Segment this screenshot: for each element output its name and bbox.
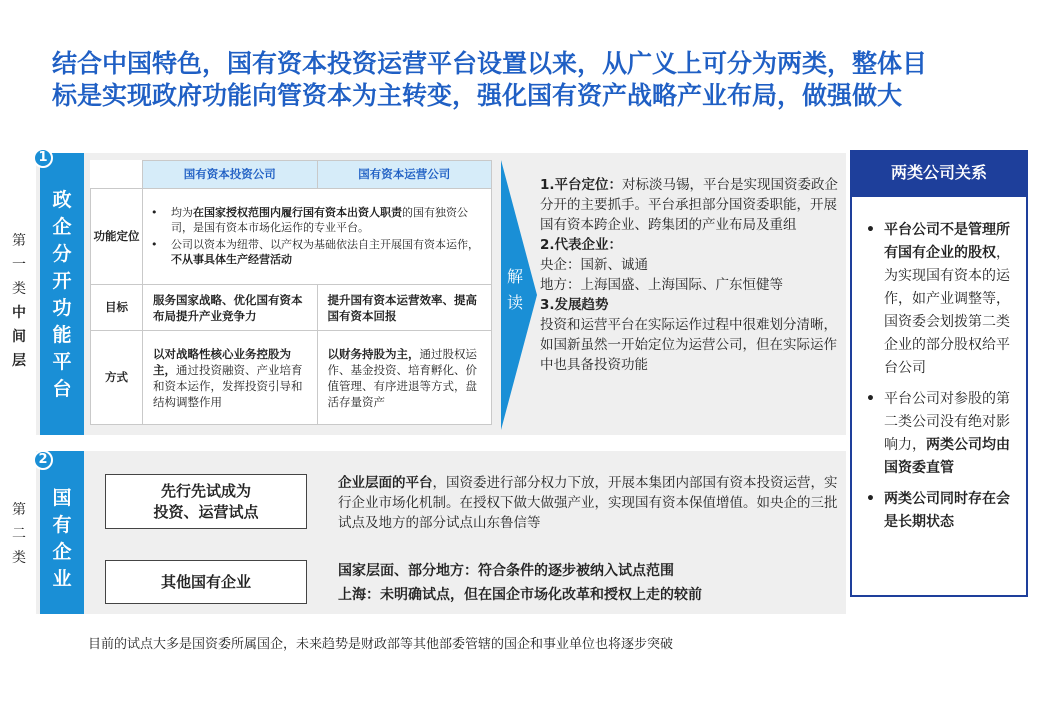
goal-investment: 服务国家战略、优化国有资本布局提升产业竞争力 — [143, 285, 318, 331]
pilot-desc-text: ，国资委进行部分权力下放，开展本集团内部国有资本投资运营，实行企业市场化机制。在授权下做大做强产业，实现国有资本保值增值。如央企的三批试点及地方的部分试点山东鲁信等 — [338, 475, 838, 531]
table-corner — [91, 161, 143, 189]
footnote: 目前的试点大多是国资委所属国企，未来趋势是财政部等其他部委管辖的国企和事业单位也将逐步突破 — [88, 637, 674, 652]
strip-char: 台 — [52, 378, 72, 400]
relationship-heading: 两类公司关系 — [850, 150, 1028, 195]
method-investment — [143, 331, 318, 425]
section1-number-badge: 1 — [33, 148, 53, 168]
title-line-2: 标是实现政府功能向管资本为主转变，强化国有资产战略产业布局，做强做大 — [52, 81, 903, 110]
side-char: 第 — [12, 233, 26, 249]
bullet-dot: • — [866, 222, 875, 238]
method-operation — [317, 331, 492, 425]
rel-bold: 平台公司不是管理所有国有企业的股权 — [884, 222, 1010, 261]
bullet-text: 的国有独资公司，是国有资本市场化运作的专业平台。 — [171, 205, 468, 234]
pilot-description — [338, 473, 838, 533]
arrow-char: 解 — [506, 267, 523, 286]
method-bold: 以对战略性核心业务控股为主， — [153, 346, 291, 377]
table-header-row — [91, 161, 492, 189]
side-char: 间 — [12, 329, 26, 345]
interpretation-text — [540, 175, 842, 375]
strip-char: 企 — [52, 541, 72, 563]
bullet-dot: • — [866, 491, 875, 507]
rel-text: ，为实现国有资本的运作，如产业调整等，国资委会划拨第二类企业的部分股权给平台公司 — [884, 245, 1010, 376]
bullet-dot: • — [151, 237, 158, 251]
strip-char: 能 — [52, 324, 72, 346]
arrow-label — [503, 264, 527, 316]
rel-bold: 两类公司同时存在会是长期状态 — [884, 491, 1010, 530]
side-char: 类 — [12, 550, 26, 566]
strip-char: 功 — [52, 297, 72, 319]
interp-body: 对标淡马锡，平台是实现国资委政企分开的主要抓手。平台承担部分国资委职能，开展国有资本跨企业、跨集团的产业布局及重组 — [540, 177, 839, 233]
function-bullet — [151, 237, 483, 267]
strip-char: 企 — [52, 216, 72, 238]
interp-body: 投资和运营平台在实际运作过程中很难划分清晰，如国新虽然一开始定位为运营公司，但在实际运作中也具备投资功能 — [540, 317, 837, 373]
table-row-method — [91, 331, 492, 425]
other-soe-description — [338, 559, 838, 607]
bullet-bold: 在国家授权范围内履行国有资本出资人职责 — [193, 205, 402, 219]
side-char: 二 — [12, 526, 26, 542]
bullet-dot: • — [151, 205, 158, 219]
page-title — [52, 48, 1012, 112]
relationship-item — [866, 219, 1014, 380]
strip-char: 开 — [52, 270, 72, 292]
goal-operation: 提升国有资本运营效率、提高国有资本回报 — [317, 285, 492, 331]
interp-central: 央企：国新、诚通 — [540, 257, 648, 273]
arrow-char: 读 — [506, 293, 523, 312]
interp-point-1 — [540, 175, 842, 235]
bullet-dot: • — [866, 391, 875, 407]
relationship-item — [866, 388, 1014, 480]
method-bold: 以财务持股为主， — [327, 346, 420, 361]
table-header-investment: 国有资本投资公司 — [143, 161, 318, 189]
interp-heading: 2.代表企业： — [540, 237, 623, 253]
section1-side-label — [6, 229, 32, 373]
bullet-text: 公司以资本为纽带、以产权为基础依法自主开展国有资本运作， — [171, 237, 479, 251]
pilot-box — [105, 474, 307, 529]
side-char: 类 — [12, 281, 26, 297]
interp-local: 地方：上海国盛、上海国际、广东恒健等 — [540, 277, 783, 293]
bullet-bold: 不从事具体生产经营活动 — [171, 252, 292, 266]
strip-char: 政 — [52, 189, 72, 211]
pilot-box-line: 先行先试成为 — [160, 482, 251, 500]
interp-heading: 3.发展趋势 — [540, 297, 609, 313]
row-label-goal: 目标 — [91, 285, 143, 331]
strip-char: 国 — [52, 487, 72, 509]
pilot-box-line: 投资、运营试点 — [153, 503, 259, 521]
table-row-function — [91, 189, 492, 285]
other-soe-box: 其他国有企业 — [105, 560, 307, 604]
method-text: 通过投资融资、产业培育和资本运作，发挥投资引导和结构调整作用 — [153, 362, 303, 409]
rel-bold: 两类公司均由国资委直管 — [884, 437, 1010, 476]
method-text: 通过股权运作、基金投资、培育孵化、价值管理、有序进退等方式，盘活存量资产 — [327, 346, 477, 409]
side-char: 层 — [12, 353, 26, 369]
table-row-goal — [91, 285, 492, 331]
function-bullet — [151, 205, 483, 235]
title-line-1: 结合中国特色，国有资本投资运营平台设置以来，从广义上可分为两类，整体目 — [52, 49, 928, 78]
relationship-item — [866, 488, 1014, 534]
table-header-operation: 国有资本运营公司 — [317, 161, 492, 189]
side-char: 一 — [12, 257, 26, 273]
section2-number-badge: 2 — [33, 450, 53, 470]
strip-char: 有 — [52, 514, 72, 536]
other-soe-line: 上海：未明确试点，但在国企市场化改革和授权上走的较前 — [338, 587, 702, 603]
side-char: 中 — [12, 305, 26, 321]
section2-strip — [40, 451, 84, 614]
side-char: 第 — [12, 502, 26, 518]
row-label-function: 功能定位 — [91, 189, 143, 285]
section1-strip — [40, 153, 84, 435]
row-label-method: 方式 — [91, 331, 143, 425]
interp-heading: 1.平台定位： — [540, 177, 623, 193]
function-cell — [143, 189, 492, 285]
strip-char: 业 — [52, 568, 72, 590]
relationship-box — [850, 195, 1028, 597]
strip-char: 平 — [52, 351, 72, 373]
strip-char: 分 — [52, 243, 72, 265]
pilot-desc-bold: 企业层面的平台 — [338, 475, 433, 491]
bullet-text: 均为 — [171, 205, 193, 219]
section2-side-label — [6, 498, 32, 570]
rel-text: 平台公司对参股的第二类公司没有绝对影响力， — [884, 391, 1010, 453]
comparison-table — [90, 160, 492, 425]
other-soe-line: 国家层面、部分地方：符合条件的逐步被纳入试点范围 — [338, 563, 674, 579]
